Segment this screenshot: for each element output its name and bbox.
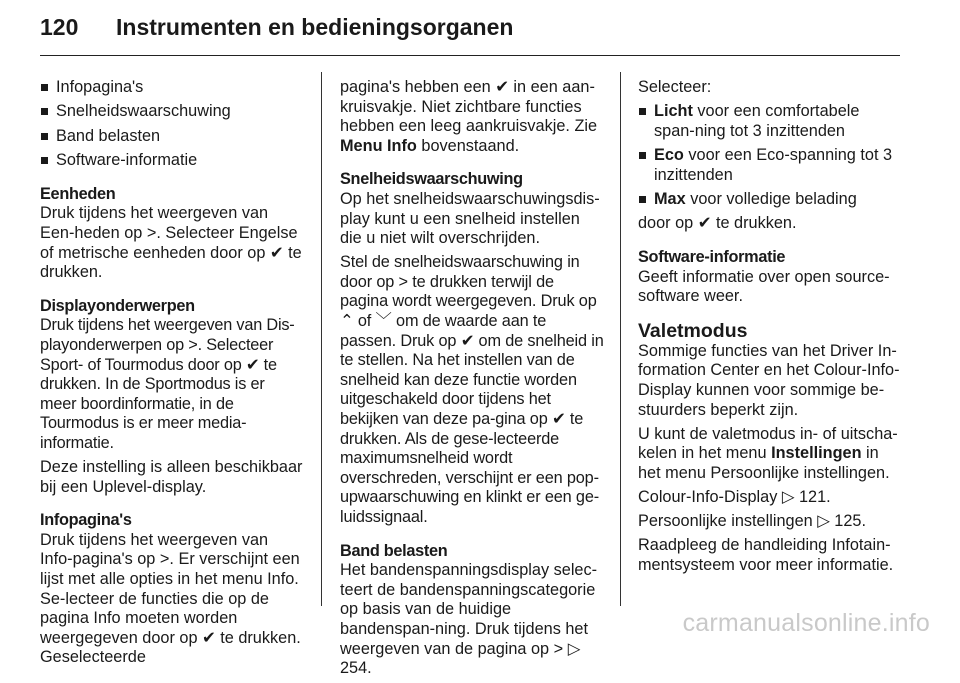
page-reference[interactable]: 121. bbox=[798, 487, 831, 506]
paragraph: Druk tijdens het weergeven van Een-heden op >. Selecteer Engelse of metrische eenheden door op ✔ te drukken. bbox=[40, 204, 302, 282]
page-header bbox=[40, 14, 513, 48]
chevron-up-icon: ⌃ bbox=[340, 312, 354, 331]
paragraph: Op het snelheidswaarschuwingsdis-play kunt u een snelheid instellen die u niet wilt overschrijden. bbox=[340, 189, 600, 248]
page-reference-icon: ▷ bbox=[817, 512, 830, 531]
page-reference[interactable]: 254. bbox=[340, 659, 372, 678]
paragraph: Stel de snelheidswaarschuwing in door op > te drukken terwijl de pagina wordt weergegeven. Druk op ⌃ of ﹀ om de waarde aan te passen. Druk op ✔ om de snelheid in te stellen. Na het instellen van de snelheid kan deze functie worden uitgeschakeld door tijdens het bekijken van deze pa-gina op ✔ te drukken. Als de gese-lecteerde maximumsnelheid wordt overschreden, verschijnt er een pop-upwaarschuwing en klinkt er een ge-luidssignaal. bbox=[340, 253, 604, 526]
section-heading-valetmodus: Valetmodus bbox=[638, 319, 748, 342]
checkmark-icon: ✔ bbox=[269, 243, 284, 262]
checkmark-icon: ✔ bbox=[245, 355, 260, 374]
page-reference[interactable]: 125. bbox=[834, 512, 866, 531]
section-heading-eenheden: Eenheden bbox=[40, 184, 116, 203]
paragraph: Colour-Info-Display ▷ 121. bbox=[638, 487, 831, 506]
chevron-down-icon: ﹀ bbox=[375, 312, 392, 331]
checkmark-icon: ✔ bbox=[551, 410, 566, 428]
list-item: Max voor volledige belading bbox=[638, 190, 900, 210]
paragraph: Geeft informatie over open source-software weer. bbox=[638, 267, 890, 306]
chevron-right-icon: > bbox=[553, 639, 564, 658]
list-item: Software-informatie bbox=[40, 151, 305, 171]
section-heading-software-informatie: Software-informatie bbox=[638, 248, 786, 267]
paragraph: pagina's hebben een ✔ in een aan-kruisvakje. Niet zichtbare functies hebben een leeg aankruisvakje. Zie Menu Info bovenstaand. bbox=[340, 78, 598, 155]
checkmark-icon: ✔ bbox=[697, 214, 712, 233]
page-reference-icon: ▷ bbox=[567, 639, 581, 658]
section-heading-band-belasten: Band belasten bbox=[340, 541, 448, 560]
list-item: Eco voor een Eco-spanning tot 3 inzittenden bbox=[638, 146, 900, 185]
checkmark-icon: ✔ bbox=[460, 331, 475, 350]
paragraph: Druk tijdens het weergeven van Dis-playonderwerpen op >. Selecteer Sport- of Tourmodus door op ✔ te drukken. In de Sportmodus is er meer boordinformatie, in de Tourmodus is er meer media-informatie. bbox=[40, 316, 295, 452]
checkmark-icon: ✔ bbox=[495, 78, 509, 96]
paragraph: Persoonlijke instellingen ▷ 125. bbox=[638, 512, 866, 531]
list-item: Infopagina's bbox=[40, 78, 305, 98]
paragraph: U kunt de valetmodus in- of uitscha-kelen in het menu Instellingen in het menu Persoonlijke instellingen. bbox=[638, 424, 898, 482]
paragraph: door op ✔ te drukken. bbox=[638, 214, 797, 233]
paragraph: Selecteer: bbox=[638, 78, 712, 96]
section-heading-infopaginas: Infopagina's bbox=[40, 511, 132, 530]
paragraph: Raadpleeg de handleiding Infotain-mentsysteem voor meer informatie. bbox=[638, 536, 894, 574]
page-title: Instrumenten en bedieningsorganen bbox=[116, 14, 514, 40]
chevron-right-icon: > bbox=[188, 335, 198, 354]
page-number: 120 bbox=[40, 14, 79, 40]
paragraph: Het bandenspanningsdisplay selec-teert de bandenspanningscategorie op basis van de huidige bandenspan-ning. Druk tijdens het weergeven van de pagina op > ▷ 254. bbox=[340, 561, 598, 678]
list-item: Licht voor een comfortabele span-ning tot 3 inzittenden bbox=[638, 102, 900, 141]
paragraph: Druk tijdens het weergeven van Info-pagina's op >. Er verschijnt een lijst met alle opties in het menu Info. Se-lecteer de functies die op de pagina Info moeten worden weergegeven door op ✔ te drukken. Geselecteerde bbox=[40, 530, 301, 667]
menu-reference: Instellingen bbox=[771, 444, 862, 463]
list-item: Snelheidswaarschuwing bbox=[40, 102, 305, 122]
column-divider-2 bbox=[620, 72, 621, 606]
paragraph: Deze instelling is alleen beschikbaar bij een Uplevel-display. bbox=[40, 457, 303, 496]
column-2 bbox=[340, 78, 606, 683]
column-1 bbox=[40, 78, 305, 672]
list-item: Band belasten bbox=[40, 127, 305, 147]
menu-items-list bbox=[40, 78, 305, 171]
load-options-list bbox=[638, 102, 900, 210]
column-3 bbox=[638, 78, 900, 580]
section-heading-snelheidswaarschuwing: Snelheidswaarschuwing bbox=[340, 170, 523, 189]
page-reference-icon: ▷ bbox=[781, 487, 795, 506]
checkmark-icon: ✔ bbox=[202, 628, 216, 647]
paragraph: Sommige functies van het Driver In-formation Center en het Colour-Info-Display kunnen voor sommige be-stuurders beperkt zijn. bbox=[638, 341, 900, 419]
menu-reference: Menu Info bbox=[340, 136, 417, 155]
column-divider-1 bbox=[321, 72, 322, 606]
chevron-right-icon: > bbox=[398, 272, 408, 291]
chevron-right-icon: > bbox=[159, 550, 170, 569]
header-rule bbox=[40, 55, 900, 56]
watermark: carmanualsonline.info bbox=[682, 609, 930, 637]
chevron-right-icon: > bbox=[146, 223, 157, 242]
section-heading-displayonderwerpen: Displayonderwerpen bbox=[40, 296, 195, 315]
